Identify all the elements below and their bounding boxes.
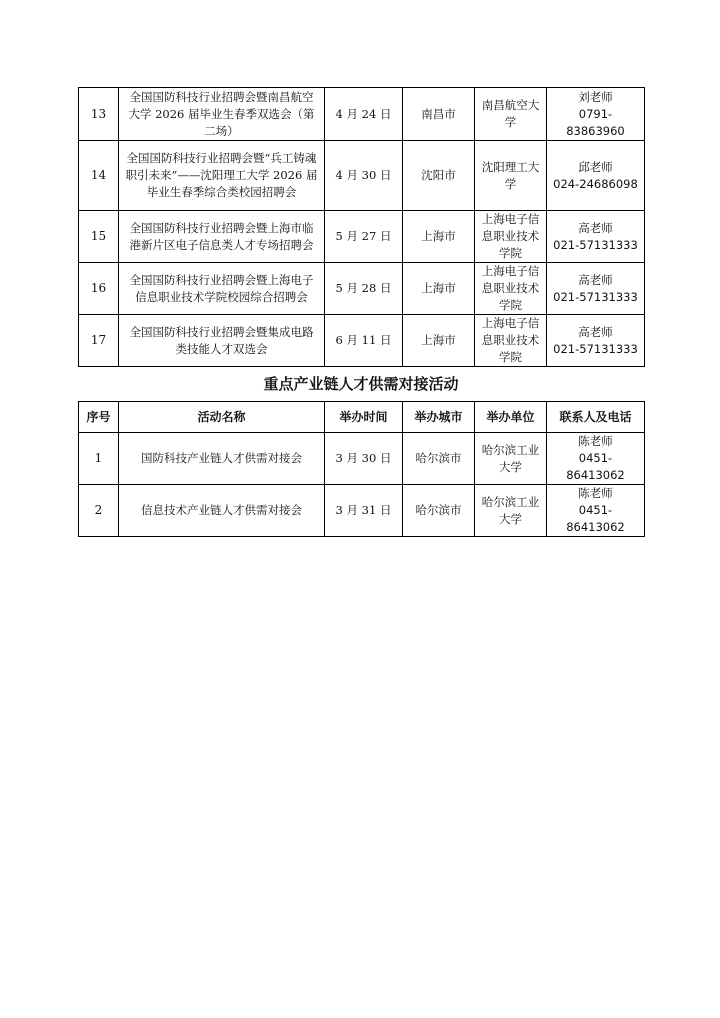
event-name: 全国国防科技行业招聘会暨“兵工铸魂 职引未来”——沈阳理工大学 2026 届毕业生春季综合类校园招聘会 [119, 141, 325, 211]
contact-person: 陈老师 [578, 434, 613, 448]
row-number: 1 [79, 433, 119, 485]
table-row [79, 433, 645, 485]
event-host: 上海电子信息职业技术学院 [475, 211, 547, 263]
event-date: 4 月 24 日 [325, 88, 403, 141]
section-title: 重点产业链人才供需对接活动 [263, 375, 459, 393]
table-row [79, 211, 645, 263]
event-city: 上海市 [403, 315, 475, 367]
event-contact [547, 88, 645, 141]
event-name: 全国国防科技行业招聘会暨上海市临港新片区电子信息类人才专场招聘会 [119, 211, 325, 263]
event-host: 沈阳理工大学 [475, 141, 547, 211]
table-row [79, 485, 645, 537]
event-contact [547, 141, 645, 211]
column-header-date: 举办时间 [325, 402, 403, 433]
contact-person: 高老师 [578, 272, 613, 287]
event-date: 3 月 30 日 [325, 433, 403, 485]
event-host: 哈尔滨工业大学 [475, 485, 547, 537]
event-contact [547, 315, 645, 367]
contact-phone: 021-57131333 [553, 237, 638, 252]
contact-person: 高老师 [578, 220, 613, 235]
column-header-contact: 联系人及电话 [547, 402, 645, 433]
event-contact [547, 263, 645, 315]
event-contact [547, 485, 645, 537]
event-city: 哈尔滨市 [403, 485, 475, 537]
event-date: 3 月 31 日 [325, 485, 403, 537]
row-number: 15 [79, 211, 119, 263]
table-row [79, 141, 645, 211]
event-host: 哈尔滨工业大学 [475, 433, 547, 485]
row-number: 14 [79, 141, 119, 211]
event-contact [547, 433, 645, 485]
event-city: 沈阳市 [403, 141, 475, 211]
row-number: 13 [79, 88, 119, 141]
event-host: 上海电子信息职业技术学院 [475, 315, 547, 367]
event-contact [547, 211, 645, 263]
event-name: 全国国防科技行业招聘会暨上海电子信息职业技术学院校园综合招聘会 [119, 263, 325, 315]
events-table [78, 87, 645, 367]
contact-person: 邱老师 [578, 159, 613, 174]
column-header-name: 活动名称 [119, 402, 325, 433]
table-row [79, 263, 645, 315]
contact-person: 高老师 [578, 324, 613, 339]
event-city: 南昌市 [403, 88, 475, 141]
column-header-no: 序号 [79, 402, 119, 433]
table-row [79, 315, 645, 367]
column-header-city: 举办城市 [403, 402, 475, 433]
event-name: 信息技术产业链人才供需对接会 [119, 485, 325, 537]
contact-person: 刘老师 [578, 89, 613, 104]
contact-phone: 021-57131333 [553, 341, 638, 356]
row-number: 16 [79, 263, 119, 315]
row-number: 2 [79, 485, 119, 537]
table-row [79, 88, 645, 141]
event-city: 上海市 [403, 263, 475, 315]
event-date: 4 月 30 日 [325, 141, 403, 211]
event-date: 5 月 27 日 [325, 211, 403, 263]
contact-phone: 024-24686098 [553, 176, 638, 191]
event-host: 南昌航空大学 [475, 88, 547, 141]
event-date: 6 月 11 日 [325, 315, 403, 367]
event-city: 哈尔滨市 [403, 433, 475, 485]
event-name: 国防科技产业链人才供需对接会 [119, 433, 325, 485]
contact-phone: 0451-86413062 [566, 451, 625, 482]
column-header-host: 举办单位 [475, 402, 547, 433]
contact-phone: 0451-86413062 [566, 503, 625, 534]
event-name: 全国国防科技行业招聘会暨南昌航空大学 2026 届毕业生春季双选会（第二场） [119, 88, 325, 141]
contact-phone: 021-57131333 [553, 289, 638, 304]
event-date: 5 月 28 日 [325, 263, 403, 315]
event-city: 上海市 [403, 211, 475, 263]
contact-person: 陈老师 [578, 486, 613, 500]
row-number: 17 [79, 315, 119, 367]
contact-phone: 0791-83863960 [566, 106, 625, 138]
event-host: 上海电子信息职业技术学院 [475, 263, 547, 315]
industry-events-table [78, 401, 645, 537]
table-header-row [79, 402, 645, 433]
event-name: 全国国防科技行业招聘会暨集成电路类技能人才双选会 [119, 315, 325, 367]
